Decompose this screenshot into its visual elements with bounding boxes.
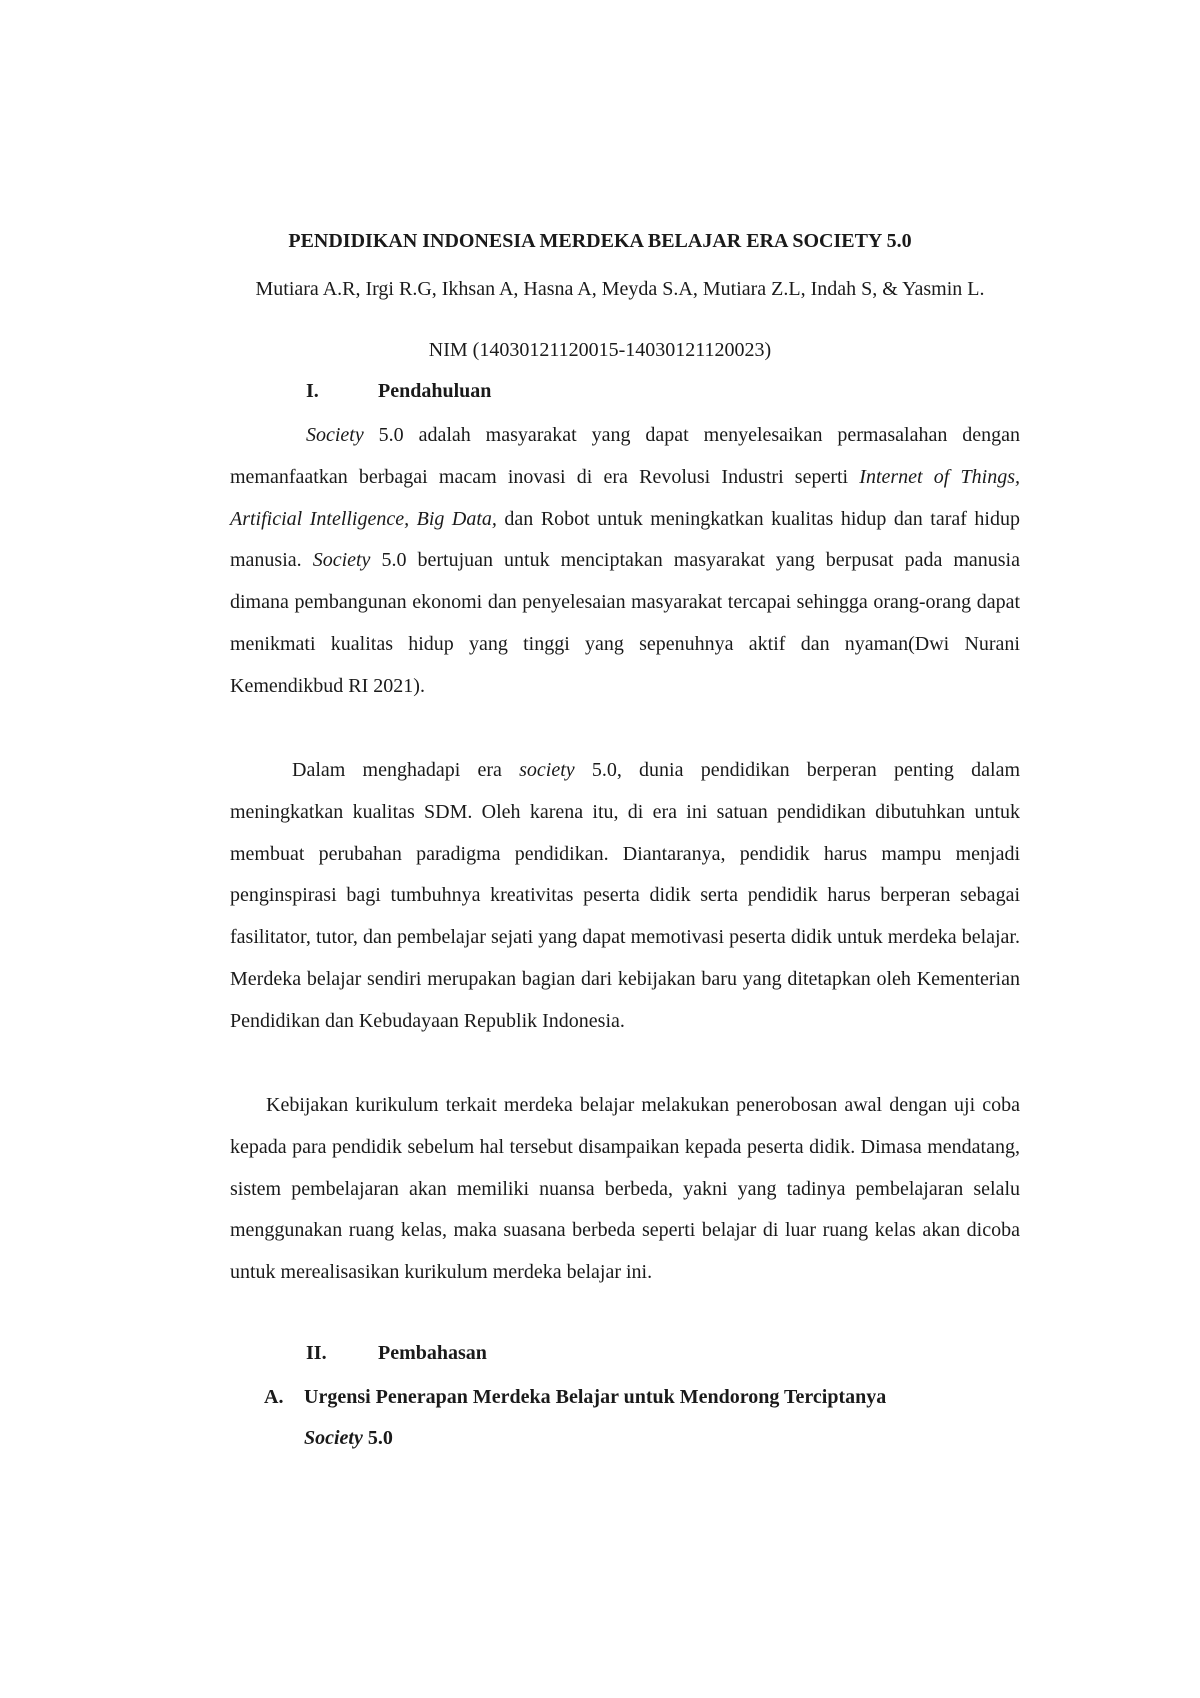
section-number: II. bbox=[306, 1342, 327, 1364]
italic-term: Society bbox=[306, 424, 364, 446]
paragraph-text: Dalam menghadapi era bbox=[292, 759, 520, 781]
section-title: Pendahuluan bbox=[378, 380, 492, 402]
document-title: PENDIDIKAN INDONESIA MERDEKA BELAJAR ERA SOCIETY 5.0 bbox=[288, 230, 912, 252]
subsection-title-line1: Urgensi Penerapan Merdeka Belajar untuk Mendorong Terciptanya bbox=[304, 1386, 887, 1408]
paragraph-text: 5.0 adalah masyarakat yang dapat menyelesaikan permasalahan dengan memanfaatkan berbagai macam inovasi di era Revolusi Industri seperti bbox=[230, 424, 1020, 488]
subsection-heading-a bbox=[264, 1377, 886, 1459]
subsection-title-line2 bbox=[304, 1418, 393, 1459]
paragraph-society-definition bbox=[230, 415, 1020, 708]
author-list: Mutiara A.R, Irgi R.G, Ikhsan A, Hasna A, Meyda S.A, Mutiara Z.L, Indah S, & Yasmin L. bbox=[255, 278, 985, 300]
subsection-letter: A. bbox=[264, 1386, 284, 1408]
italic-term: Internet of Things, Artificial Intelligence, Big Data, bbox=[230, 465, 1020, 530]
italic-term: Society bbox=[304, 1427, 363, 1449]
paragraph-text: dan Robot untuk meningkatkan kualitas hidup dan taraf hidup manusia. bbox=[230, 507, 1020, 572]
section-number: I. bbox=[306, 380, 319, 402]
section-heading-pembahasan bbox=[306, 1342, 487, 1365]
section-title: Pembahasan bbox=[378, 1342, 487, 1364]
italic-term: Society bbox=[312, 549, 371, 572]
paragraph-education-role bbox=[230, 750, 1020, 1043]
italic-term: society bbox=[519, 759, 575, 781]
paragraph-text: 5.0 bertujuan untuk menciptakan masyarakat yang berpusat pada manusia dimana pembangunan ekonomi dan penyelesaian masyarakat tercapai sehingga orang-orang dapat menikmati kualitas hidup yang tinggi yang sepenuhnya aktif dan nyaman(Dwi Nurani Kemendikbud RI 2021). bbox=[230, 549, 1020, 697]
section-heading-pendahuluan bbox=[306, 380, 491, 403]
paragraph-curriculum-policy: Kebijakan kurikulum terkait merdeka belajar melakukan penerobosan awal dengan uji coba kepada para pendidik sebelum hal tersebut disampaikan kepada peserta didik. Dimasa mendatang, sistem pembelajaran akan memiliki nuansa berbeda, yakni yang tadinya pembelajaran selalu menggunakan ruang kelas, maka suasana berbeda seperti belajar di luar ruang kelas akan dicoba untuk merealisasikan kurikulum merdeka belajar ini. bbox=[230, 1094, 1020, 1284]
nim-line: NIM (14030121120015-14030121120023) bbox=[428, 339, 772, 361]
paragraph-text: 5.0, dunia pendidikan berperan penting dalam meningkatkan kualitas SDM. Oleh karena itu, di era ini satuan pendidikan dibutuhkan untuk membuat perubahan paradigma pendidikan. Diantaranya, pendidik harus mampu menjadi penginspirasi bagi tumbuhnya kreativitas peserta didik serta pendidik harus berperan sebagai fasilitator, tutor, dan pembelajar sejati yang dapat memotivasi peserta didik untuk merdeka belajar. Merdeka belajar sendiri merupakan bagian dari kebijakan baru yang ditetapkan oleh Kementerian Pendidikan dan Kebudayaan Republik Indonesia. bbox=[230, 759, 1021, 1032]
subsection-title-tail: 5.0 bbox=[362, 1427, 393, 1449]
